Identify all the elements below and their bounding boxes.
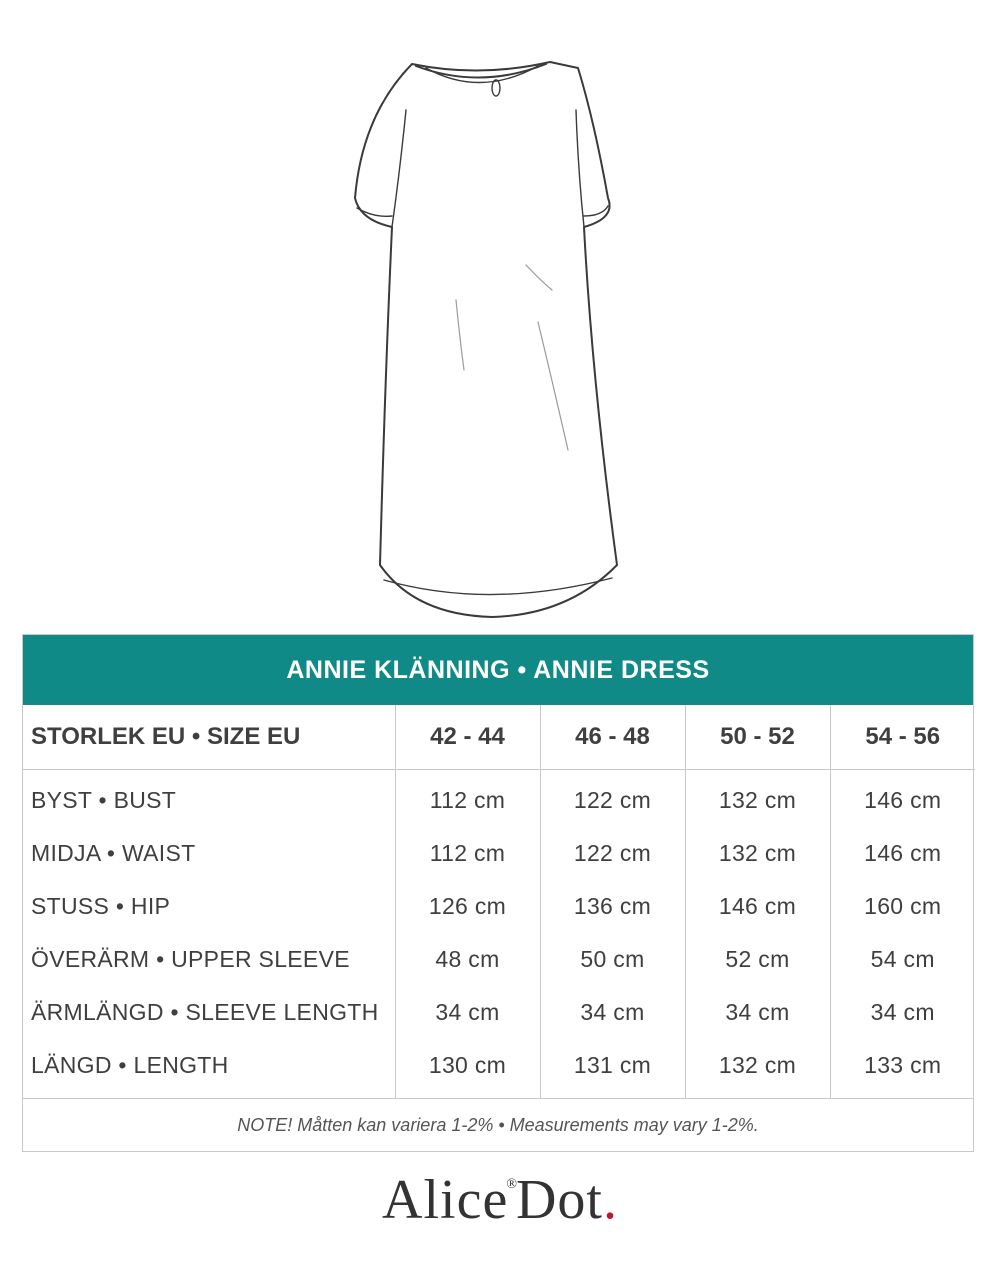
table-row (23, 1039, 975, 1098)
header-row (23, 705, 975, 770)
measurement-value: 34 cm (540, 986, 685, 1039)
measurement-value: 146 cm (830, 770, 975, 828)
measurement-value: 48 cm (395, 933, 540, 986)
measurement-value: 50 cm (540, 933, 685, 986)
size-header-label: STORLEK EU • SIZE EU (23, 705, 395, 770)
brand-name-second: Dot (515, 1169, 603, 1231)
size-column-header: 46 - 48 (540, 705, 685, 770)
brand-logo (0, 1169, 1000, 1231)
measurement-value: 130 cm (395, 1039, 540, 1098)
measurement-value: 132 cm (685, 770, 830, 828)
measurement-value: 126 cm (395, 880, 540, 933)
size-column-header: 50 - 52 (685, 705, 830, 770)
measurement-label: STUSS • HIP (31, 893, 171, 919)
measurement-value: 136 cm (540, 880, 685, 933)
measurement-value: 54 cm (830, 933, 975, 986)
chart-title: ANNIE KLÄNNING • ANNIE DRESS (23, 635, 973, 705)
measurement-label: MIDJA • WAIST (31, 840, 196, 866)
measurement-label: LÄNGD • LENGTH (31, 1052, 229, 1078)
measurement-value: 133 cm (830, 1039, 975, 1098)
size-column-header: 42 - 44 (395, 705, 540, 770)
table-row (23, 986, 975, 1039)
measurement-value: 146 cm (685, 880, 830, 933)
measurement-value: 34 cm (395, 986, 540, 1039)
size-table (23, 705, 975, 1098)
measurement-value: 160 cm (830, 880, 975, 933)
brand-dot: . (602, 1169, 618, 1231)
measurement-value: 122 cm (540, 827, 685, 880)
size-column-header: 54 - 56 (830, 705, 975, 770)
measurement-value: 112 cm (395, 770, 540, 828)
measurement-value: 122 cm (540, 770, 685, 828)
measurement-value: 132 cm (685, 827, 830, 880)
size-chart (22, 634, 974, 1152)
measurement-value: 132 cm (685, 1039, 830, 1098)
dress-illustration (340, 50, 670, 625)
measurement-label: ÄRMLÄNGD • SLEEVE LENGTH (31, 999, 379, 1025)
table-row (23, 770, 975, 828)
measurement-value: 52 cm (685, 933, 830, 986)
measurement-note: NOTE! Måtten kan variera 1-2% • Measurements may vary 1-2%. (23, 1098, 973, 1151)
table-row (23, 933, 975, 986)
brand-name-first: Alice (382, 1169, 509, 1231)
measurement-value: 34 cm (830, 986, 975, 1039)
measurement-value: 112 cm (395, 827, 540, 880)
registered-mark: ® (506, 1177, 518, 1192)
table-row (23, 827, 975, 880)
measurement-label: BYST • BUST (31, 787, 177, 813)
table-row (23, 880, 975, 933)
measurement-label: ÖVERÄRM • UPPER SLEEVE (31, 946, 350, 972)
measurement-value: 146 cm (830, 827, 975, 880)
measurement-value: 34 cm (685, 986, 830, 1039)
measurement-value: 131 cm (540, 1039, 685, 1098)
